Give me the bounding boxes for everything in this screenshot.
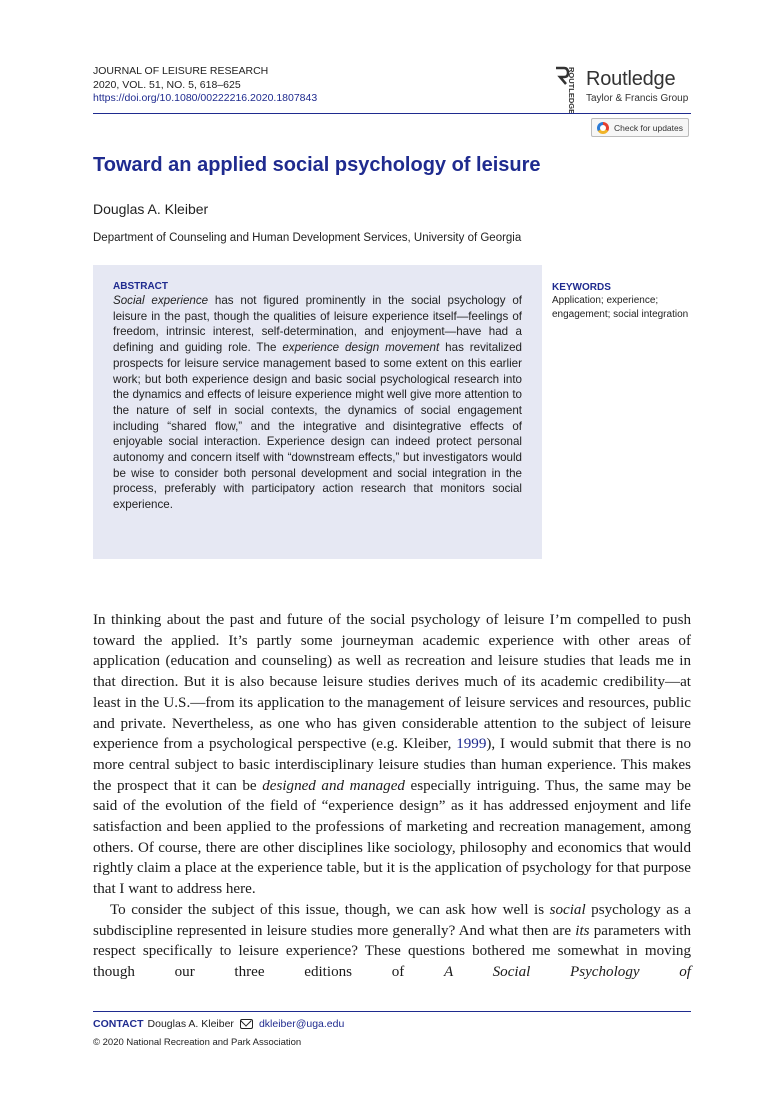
- publisher-sub: Taylor & Francis Group: [586, 93, 689, 104]
- contact-email-link[interactable]: dkleiber@uga.edu: [258, 1018, 345, 1030]
- keywords: [552, 282, 690, 322]
- body-paragraph: To consider the subject of this issue, though, we can ask how well is social psychology as a subdiscipline represented in leisure studies more generally? And what then are its parameters with respect specifically to leisure experience? These questions bothered me somewhat in moving though our three editions of A Social Psychology of: [93, 901, 692, 980]
- keywords-list: Application; experience; engagement; social integration: [552, 295, 689, 320]
- abstract-heading: ABSTRACT: [113, 281, 168, 292]
- routledge-logo: [552, 66, 692, 115]
- citation-link[interactable]: 1999: [456, 736, 487, 753]
- journal-info: [93, 65, 317, 106]
- check-updates-label: Check for updates: [614, 122, 683, 133]
- author-affiliation: Department of Counseling and Human Development Services, University of Georgia: [93, 232, 522, 244]
- copyright-notice: © 2020 National Recreation and Park Association: [93, 1037, 302, 1048]
- abstract-em-1: Social experience: [113, 294, 209, 307]
- check-for-updates-button[interactable]: [591, 118, 689, 137]
- abstract-box: [93, 265, 542, 559]
- journal-issue: 2020, VOL. 51, NO. 5, 618–625: [93, 78, 241, 91]
- contact-label: CONTACT: [93, 1018, 144, 1030]
- routledge-mark-icon: [552, 66, 576, 115]
- crossmark-icon: [597, 122, 609, 134]
- article-body: [93, 610, 691, 983]
- header-rule: [93, 113, 691, 114]
- keywords-heading: KEYWORDS: [552, 282, 611, 293]
- envelope-icon: [240, 1019, 253, 1029]
- article-title: Toward an applied social psychology of leisure: [93, 154, 541, 176]
- contact-line: [93, 1018, 344, 1030]
- publisher-mark: ROUTLEDGE: [567, 67, 576, 115]
- article-author: Douglas A. Kleiber: [93, 201, 209, 217]
- contact-name: Douglas A. Kleiber: [147, 1018, 234, 1030]
- abstract-text: Social experience has not figured prominently in the social psychology of leisure in the past, though the qualities of leisure experience itself—feelings of freedom, intrinsic interest, self-determination, and enjoyment—have had a defining and guiding role. The experience design movement has revitalized prospects for leisure service management based to some extent on this earlier work; but both experience design and basic social psychological research into the dynamics and effects of leisure experience might well give more attention to the nature of self in social contexts, the dynamics of social engagement including “shared flow,” and the integrative and disintegrative effects of enjoyable social interaction. Experience design can indeed protect personal autonomy and concern itself with “downstream effects,” but investigators would be wise to consider both personal development and social integration in the process, preferably with participatory action research that monitors social experience.: [113, 294, 522, 512]
- footer-rule: [93, 1011, 691, 1012]
- journal-name: JOURNAL OF LEISURE RESEARCH: [93, 65, 269, 77]
- publisher-name: Routledge: [586, 68, 676, 90]
- doi-link[interactable]: https://doi.org/10.1080/00222216.2020.1807843: [93, 92, 318, 104]
- body-paragraph: In thinking about the past and future of the social psychology of leisure I’m compelled to push toward the applied. It’s partly some journeyman academic experience with other areas of application (education and counseling) as well as recreation and leisure studies that leads me in that direction. But it is also because leisure studies derives much of its academic credibility—at least in the U.S.—from its application to the management of leisure services and resources, public and private. Nevertheless, as one who has given considerable attention to the subject of leisure experience from a psychological perspective (e.g. Kleiber, 1999), I would submit that there is no more central subject to basic interdisciplinary leisure studies than human experience. This makes the prospect that it can be designed and managed especially intriguing. Thus, the same may be said of the evolution of the field of “experience design” as it has addressed enjoyment and life satisfaction and been applied to the professions of marketing and recreation management, among others. Of course, there are other disciplines like sociology, philosophy and economics that would rightly claim a place at the experience table, but it is the application of psychology for that purpose that I want to address here.: [93, 612, 691, 898]
- abstract-em-2: experience design movement: [282, 341, 440, 355]
